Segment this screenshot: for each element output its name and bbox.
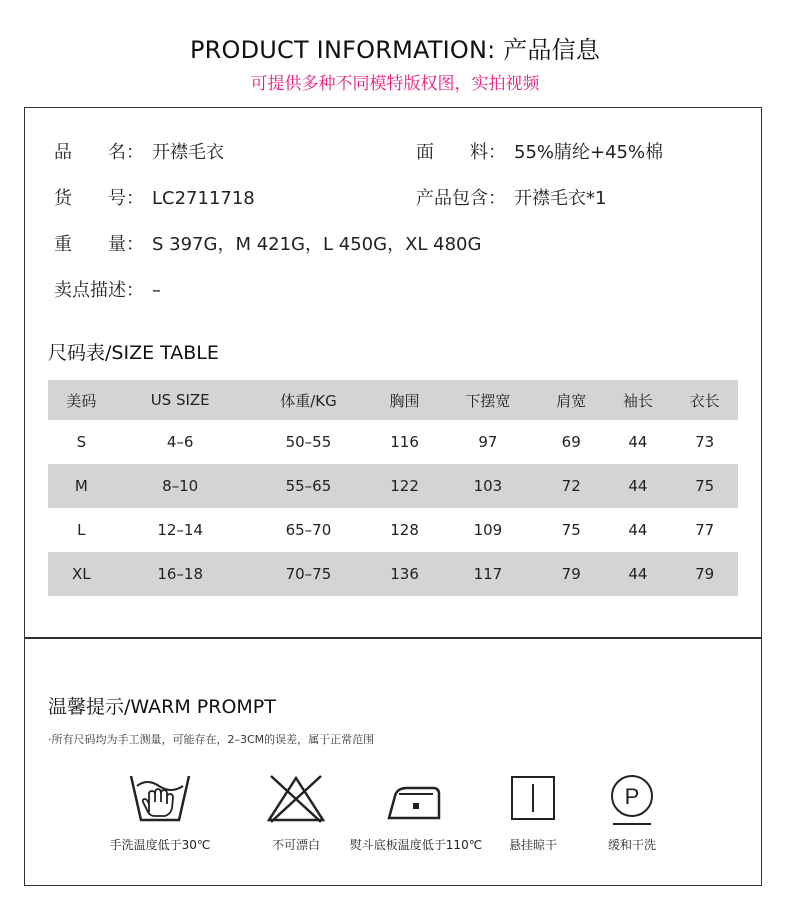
dry-clean-p-icon — [601, 772, 663, 828]
table-cell: 65–70 — [285, 521, 332, 539]
page-title: PRODUCT INFORMATION: 产品信息 — [189, 36, 601, 64]
table-cell: 73 — [695, 433, 715, 451]
care-label: 熨斗底板温度低于110℃ — [349, 838, 483, 852]
table-cell: 44 — [628, 433, 648, 451]
care-item — [236, 772, 356, 853]
table-cell: 50–55 — [285, 433, 332, 451]
care-item — [344, 772, 488, 853]
care-item — [100, 772, 220, 853]
info-fabric-value: 55%腈纶+45%棉 — [514, 142, 664, 163]
info-sku-label: 货 号： — [54, 188, 144, 209]
table-row — [48, 552, 738, 596]
hand-wash-icon — [129, 772, 191, 824]
size-table — [48, 380, 738, 596]
table-cell: 109 — [473, 521, 503, 539]
table-cell: 77 — [695, 521, 715, 539]
table-cell: 117 — [473, 565, 503, 583]
info-contains — [416, 184, 606, 210]
care-label: 手洗温度低于30℃ — [109, 838, 211, 852]
info-weight-label: 重 量： — [54, 234, 144, 255]
care-label: 不可漂白 — [271, 838, 320, 852]
col-header: 下摆宽 — [465, 391, 511, 410]
table-cell: 116 — [390, 433, 419, 451]
table-cell: 55–65 — [285, 477, 332, 495]
col-header: 袖长 — [622, 391, 653, 410]
care-label: 缓和干洗 — [607, 838, 656, 852]
col-header: 体重/KG — [280, 391, 337, 410]
col-header: 胸围 — [389, 391, 420, 410]
no-bleach-icon — [265, 772, 327, 824]
table-row — [48, 420, 738, 464]
table-cell: 75 — [561, 521, 581, 539]
table-cell: 75 — [695, 477, 715, 495]
size-table-header-row — [48, 380, 738, 420]
table-cell: 122 — [390, 477, 419, 495]
info-sku-value: LC2711718 — [152, 188, 255, 209]
info-name — [54, 138, 224, 164]
table-cell: 4–6 — [166, 433, 194, 451]
table-cell: 44 — [628, 521, 648, 539]
table-cell: 103 — [473, 477, 503, 495]
line-dry-icon — [502, 772, 564, 824]
col-header: 肩宽 — [556, 391, 587, 410]
col-header: 衣长 — [689, 391, 720, 410]
info-name-value: 开襟毛衣 — [152, 142, 224, 163]
table-cell: 97 — [478, 433, 498, 451]
table-cell: 8–10 — [162, 477, 199, 495]
table-cell: M — [74, 477, 88, 495]
info-fabric — [416, 138, 663, 164]
table-cell: XL — [72, 565, 91, 583]
table-cell: 70–75 — [285, 565, 332, 583]
care-label: 悬挂晾干 — [508, 838, 557, 852]
info-contains-label: 产品包含： — [416, 188, 506, 209]
info-name-label: 品 名： — [54, 142, 144, 163]
table-cell: 44 — [628, 477, 648, 495]
col-header: US SIZE — [150, 391, 210, 409]
info-contains-value: 开襟毛衣*1 — [514, 188, 607, 209]
info-selling-value: – — [152, 280, 161, 301]
table-cell: 136 — [390, 565, 419, 583]
info-sku — [54, 184, 255, 210]
section-divider — [24, 637, 762, 639]
col-header: 美码 — [66, 391, 97, 410]
table-row — [48, 464, 738, 508]
page-subtitle: 可提供多种不同模特版权图，实拍视频 — [250, 74, 540, 94]
table-cell: 79 — [561, 565, 581, 583]
warm-prompt-title: 温馨提示/WARM PROMPT — [48, 696, 276, 718]
table-cell: L — [77, 521, 86, 539]
table-cell: S — [76, 433, 87, 451]
info-weight-value: S 397G，M 421G，L 450G，XL 480G — [152, 234, 482, 255]
info-weight — [54, 230, 481, 256]
size-table-title: 尺码表/SIZE TABLE — [48, 342, 219, 364]
table-cell: 16–18 — [157, 565, 204, 583]
table-cell: 44 — [628, 565, 648, 583]
table-cell: 69 — [561, 433, 581, 451]
table-cell: 12–14 — [157, 521, 204, 539]
info-fabric-label: 面 料： — [416, 142, 506, 163]
iron-low-icon — [385, 772, 447, 824]
svg-text:P: P — [624, 784, 640, 809]
table-cell: 128 — [390, 521, 419, 539]
table-cell: 72 — [561, 477, 581, 495]
table-cell: 79 — [695, 565, 715, 583]
care-item — [592, 772, 672, 853]
info-selling-label: 卖点描述： — [54, 280, 144, 301]
warm-prompt-note: ·所有尺码均为手工测量，可能存在，2–3CM的误差，属于正常范围 — [48, 733, 375, 746]
care-item — [493, 772, 573, 853]
info-selling — [54, 276, 161, 302]
table-row — [48, 508, 738, 552]
